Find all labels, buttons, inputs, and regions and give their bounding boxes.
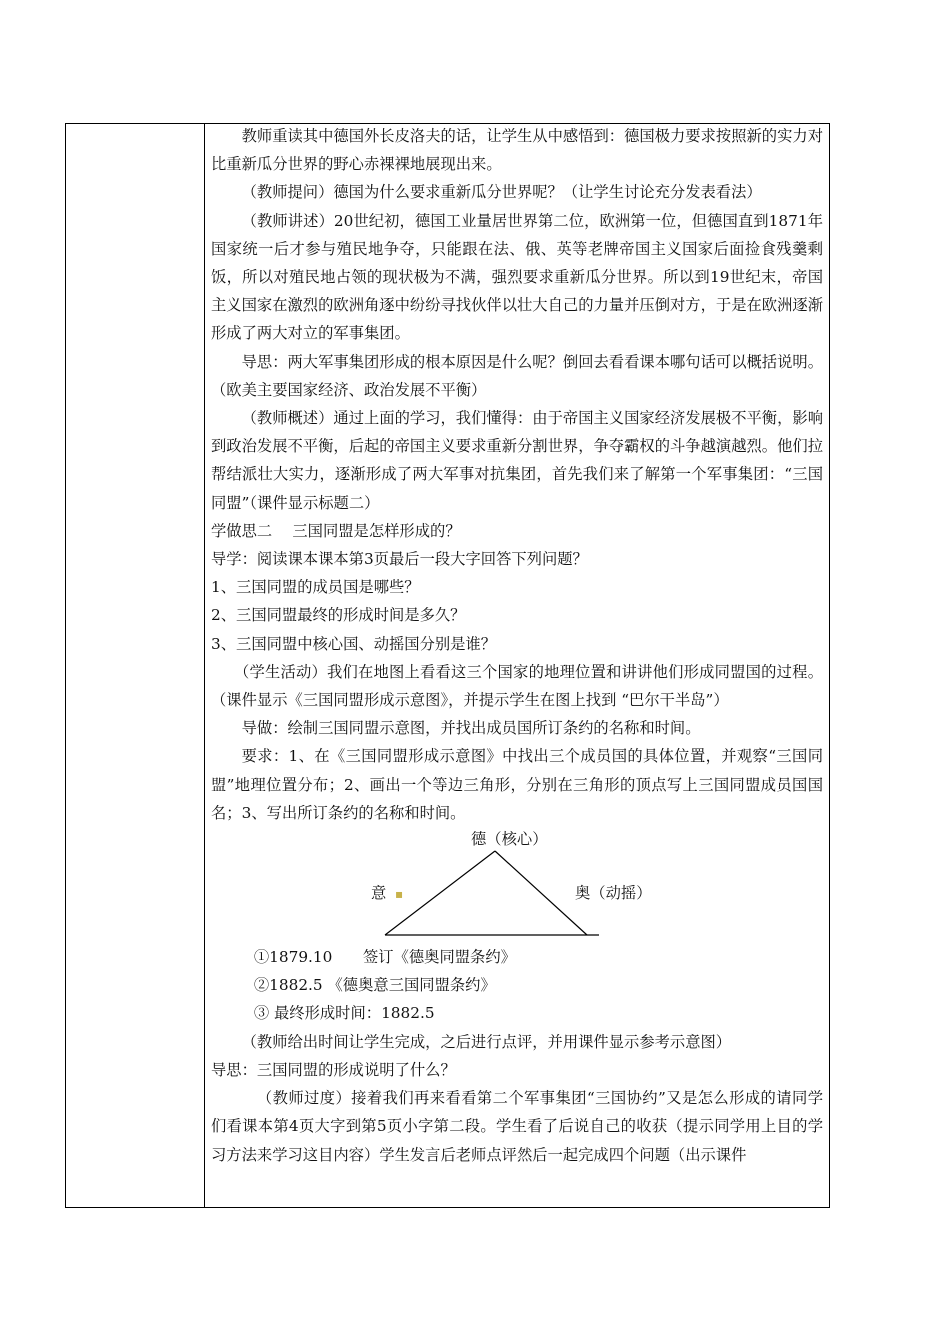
question-3: 3、三国同盟中核心国、动摇国分别是谁？ [211, 634, 497, 653]
paragraph-teacher-transition: （教师过度）接着我们再来看看第二个军事集团“三国协约”又是怎么形成的请同学们看课本第4页大字到第5页小字第二段。学生看了后说自己的收获（提示同学用上目的学习方法来学习这目内容）学生发言后老师点评然后一起完成四个问题（出示课件 [211, 1089, 823, 1164]
triple-alliance-triangle-diagram [211, 827, 823, 943]
label-germany-core: 德（核心） [471, 830, 548, 849]
treaty-1879: ①1879.10 签订《德奥同盟条约》 [253, 948, 516, 967]
paragraph-requirements: 要求：1、在《三国同盟形成示意图》中找出三个成员国的具体位置，并观察“三国同盟”地理位置分布；2、画出一个等边三角形，分别在三角形的顶点写上三国同盟成员国国名；3、写出所订条约的名称和时间。 [211, 747, 823, 822]
paragraph-student-activity: （学生活动）我们在地图上看看这三个国家的地理位置和讲讲他们形成同盟国的过程。（课件显示《三国同盟形成示意图》，并提示学生在图上找到 “巴尔干半岛”） [211, 662, 823, 710]
label-austria-wavering: 奥（动摇） [575, 884, 652, 903]
final-formation-time: ③ 最终形成时间：1882.5 [253, 1004, 435, 1023]
paragraph-guided-thinking-2: 导思：三国同盟的形成说明了什么？ [211, 1060, 456, 1079]
question-2: 2、三国同盟最终的形成时间是多久？ [211, 606, 466, 625]
question-1: 1、三国同盟的成员国是哪些？ [211, 578, 420, 597]
label-italy: 意 [371, 884, 387, 903]
paragraph-teacher-reading: 教师重读其中德国外长皮洛夫的话，让学生从中感悟到：德国极力要求按照新的实力对比重新瓜分世界的野心赤裸裸地展现出来。 [211, 127, 823, 174]
paragraph-teacher-review: （教师给出时间让学生完成，之后进行点评，并用课件显示参考示意图） [241, 1032, 732, 1051]
paragraph-teacher-question: （教师提问）德国为什么要求重新瓜分世界呢？（让学生讨论充分发表看法） [241, 183, 762, 202]
treaty-1882: ②1882.5 《德奥意三国同盟条约》 [253, 976, 496, 995]
paragraph-guided-reading: 导学：阅读课本课本第3页最后一段大字回答下列问题？ [211, 550, 588, 569]
paragraph-guided-task: 导做：绘制三国同盟示意图，并找出成员国所订条约的名称和时间。 [241, 719, 701, 738]
section-heading-triple-alliance: 学做思二 三国同盟是怎样形成的？ [211, 521, 461, 540]
lesson-content [211, 122, 823, 1169]
table-left-column [65, 123, 205, 1208]
triangle-right-edge [495, 851, 587, 935]
marker-dot: ▪ [395, 887, 404, 902]
paragraph-teacher-narration: （教师讲述）20世纪初，德国工业量居世界第二位，欧洲第一位，但德国直到1871年国家统一后才参与殖民地争夺，只能跟在法、俄、英等老牌帝国主义国家后面捡食残羹剩饭，所以对殖民地占领的现状极为不满，强烈要求重新瓜分世界。所以到19世纪末，帝国主义国家在激烈的欧洲角逐中纷纷寻找伙伴以壮大自己的力量并压倒对方，于是在欧洲逐渐形成了两大对立的军事集团。 [211, 211, 823, 343]
paragraph-guided-thinking: 导思：两大军事集团形成的根本原因是什么呢？倒回去看看课本哪句话可以概括说明。（欧美主要国家经济、政治发展不平衡） [211, 352, 823, 399]
paragraph-teacher-summary: （教师概述）通过上面的学习，我们懂得：由于帝国主义国家经济发展极不平衡，影响到政治发展不平衡，后起的帝国主义要求重新分割世界，争夺霸权的斗争越演越烈。他们拉帮结派壮大实力，逐渐形成了两大军事对抗集团，首先我们来了解第一个军事集团：“三国同盟”（课件显示标题二） [211, 409, 823, 512]
